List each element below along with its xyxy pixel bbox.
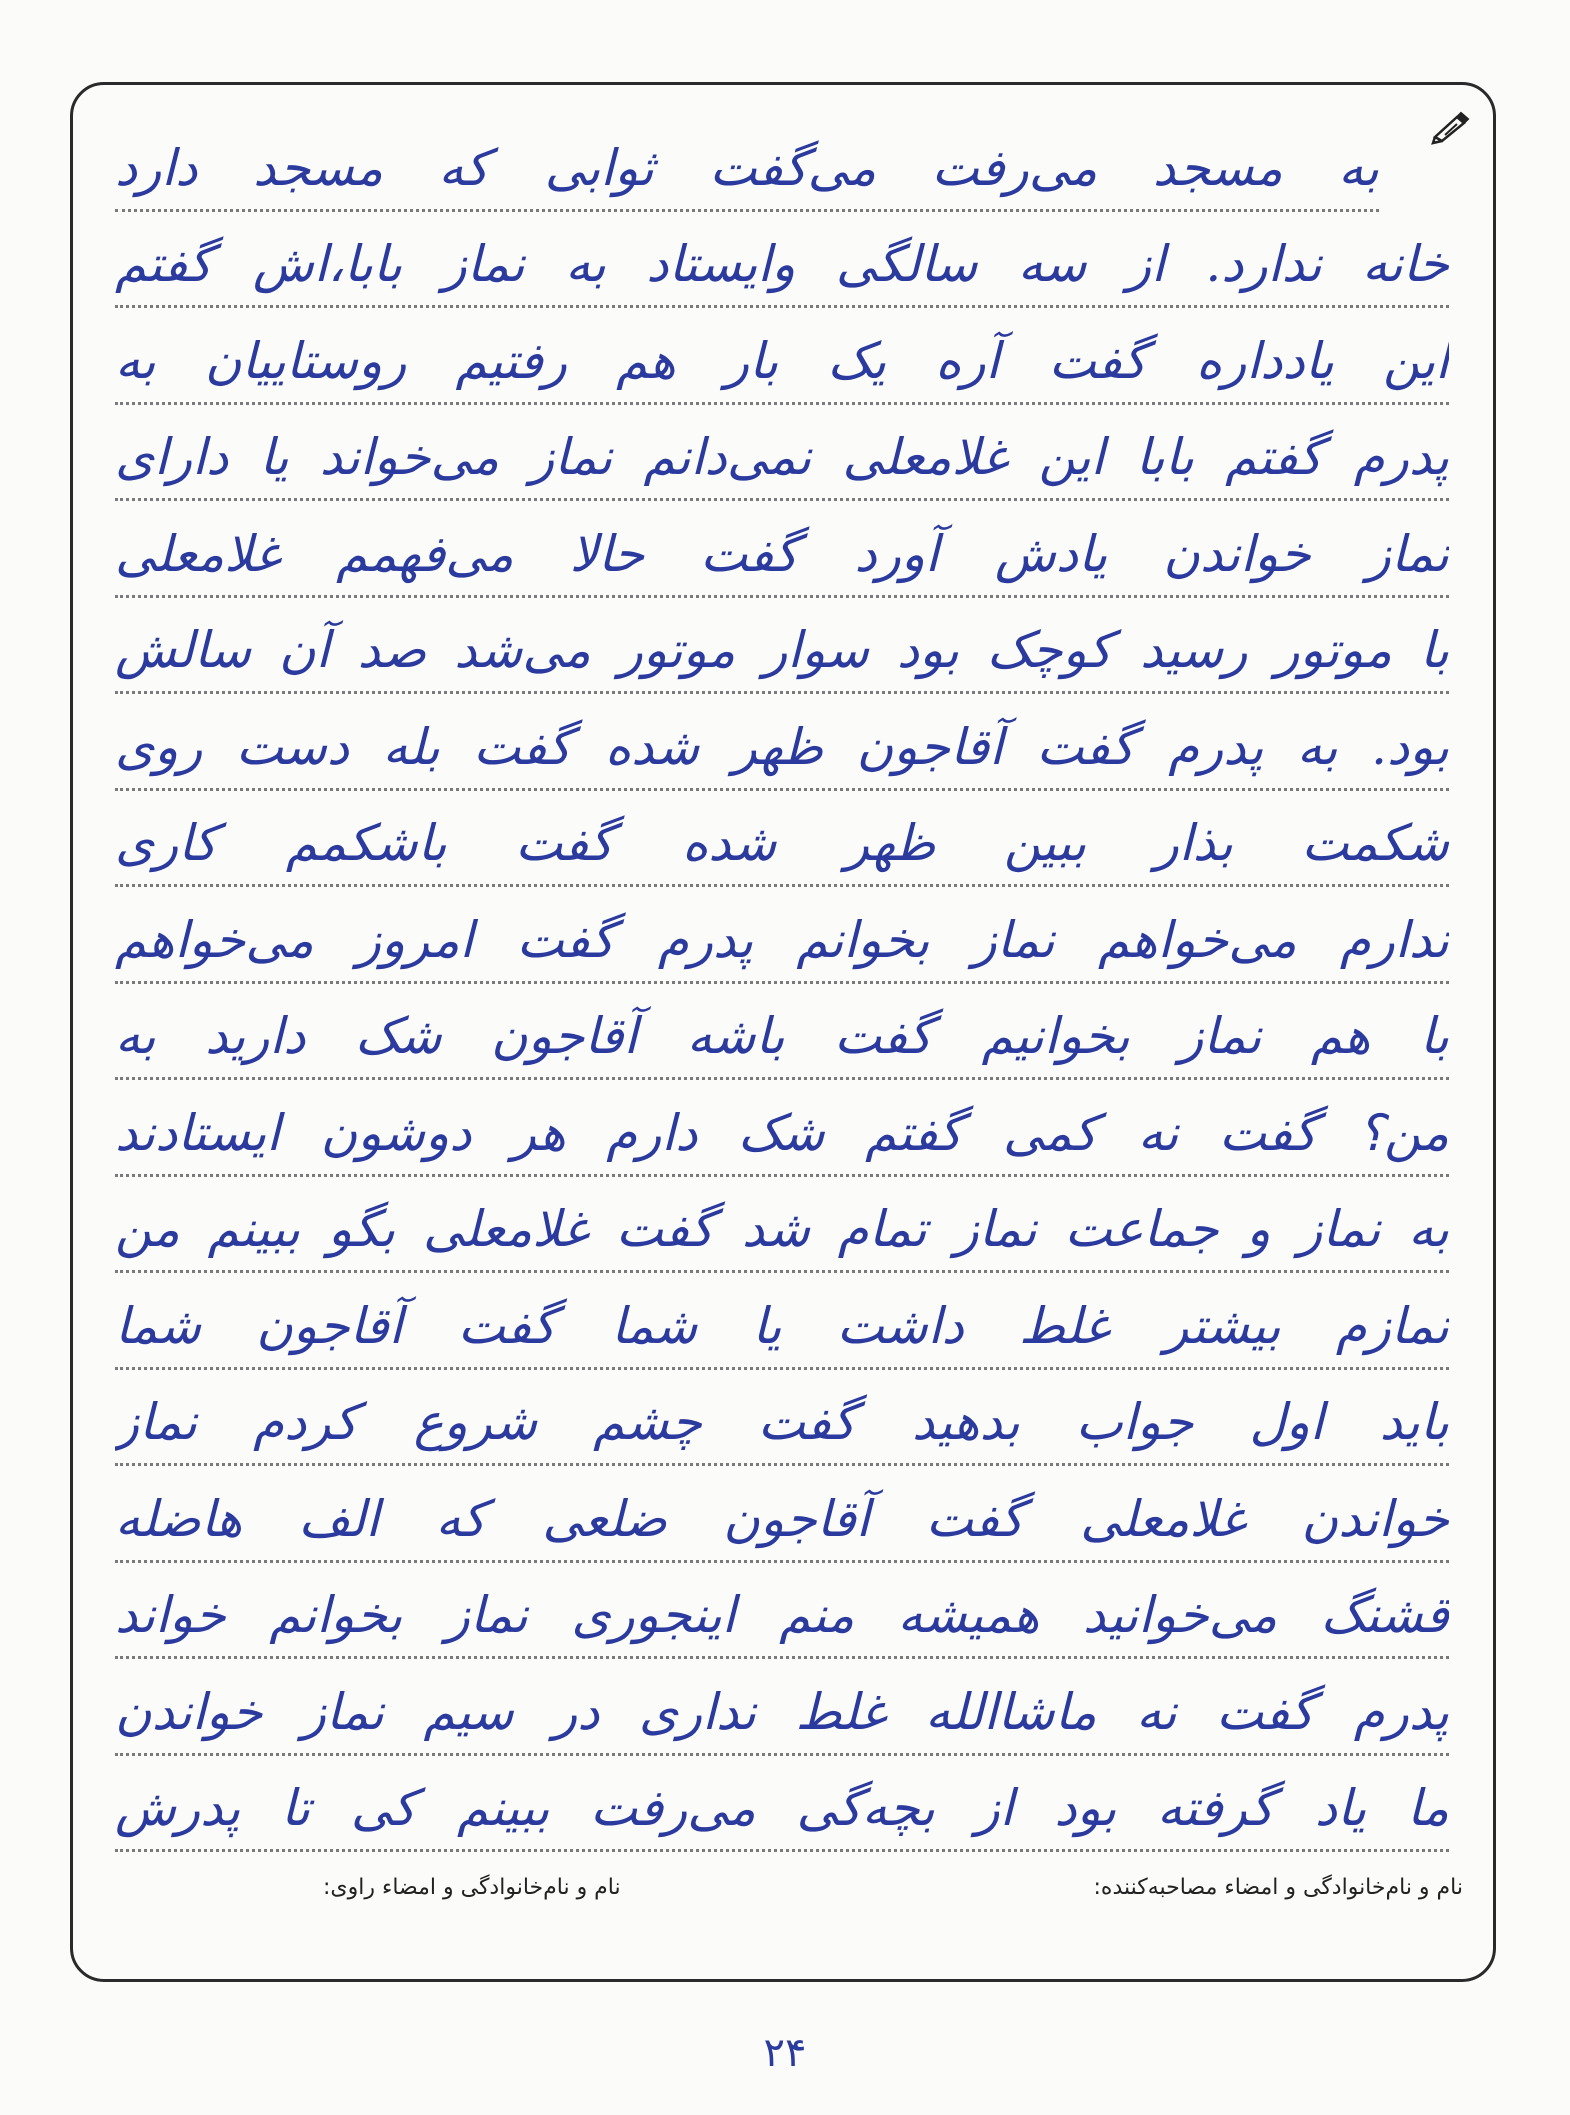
line-10 (115, 984, 1449, 1081)
line-5 (115, 501, 1449, 598)
line-text: نماز خواندن یادش آورد گفت حالا می‌فهمم غلامعلی (115, 524, 1449, 583)
line-13 (115, 1273, 1449, 1370)
line-17 (115, 1659, 1449, 1756)
page-number: ۲۴ (763, 2030, 807, 2076)
line-2 (115, 212, 1449, 309)
line-12 (115, 1177, 1449, 1274)
line-text: خواندن غلامعلی گفت آقاجون ضلعی که الف هاضله (115, 1489, 1449, 1548)
line-text: این یادداره گفت آره یک بار هم رفتیم روستاییان به (115, 331, 1449, 390)
narrator-signature-label: نام و نام‌خانوادگی و امضاء راوی: (323, 1875, 621, 1900)
line-text: قشنگ می‌خوانید همیشه منم اینجوری نماز بخوانم خواند (115, 1586, 1449, 1644)
line-16 (115, 1563, 1449, 1660)
line-text: به نماز و جماعت نماز تمام شد گفت غلامعلی بگو ببینم من (115, 1200, 1449, 1258)
line-9 (115, 887, 1449, 984)
line-text: با موتور رسید کوچک بود سوار موتور می‌شد صد آن سالش (115, 621, 1449, 679)
handwritten-lines (115, 115, 1449, 1855)
line-3 (115, 308, 1449, 405)
line-18 (115, 1756, 1449, 1853)
line-4 (115, 405, 1449, 502)
line-15 (115, 1466, 1449, 1563)
line-11 (115, 1080, 1449, 1177)
line-14 (115, 1370, 1449, 1467)
line-text: باید اول جواب بدهید گفت چشم شروع کردم نماز (115, 1393, 1449, 1451)
line-6 (115, 598, 1449, 695)
signature-row (323, 1875, 1463, 1915)
line-1 (115, 115, 1379, 212)
interviewer-signature-label: نام و نام‌خانوادگی و امضاء مصاحبه‌کننده: (1093, 1875, 1463, 1900)
line-text: بود. به پدرم گفت آقاجون ظهر شده گفت بله دست روی (115, 717, 1449, 776)
line-text: ما یاد گرفته بود از بچه‌گی می‌رفت ببینم کی تا پدرش (115, 1779, 1449, 1837)
line-text: پدرم گفت نه ماشاالله غلط نداری در سیم نماز خواندن (115, 1682, 1449, 1741)
line-text: به مسجد می‌رفت می‌گفت ثوابی که مسجد دارد (115, 138, 1379, 197)
line-text: شکمت بذار ببین ظهر شده گفت باشکمم کاری (115, 814, 1449, 872)
line-text: ندارم می‌خواهم نماز بخوانم پدرم گفت امروز می‌خواهم (115, 910, 1449, 969)
line-8 (115, 791, 1449, 888)
line-text: نمازم بیشتر غلط داشت یا شما گفت آقاجون شما (115, 1296, 1449, 1355)
line-text: خانه ندارد. از سه سالگی وایستاد به نماز بابا،اش گفتم (115, 235, 1449, 293)
line-7 (115, 694, 1449, 791)
line-text: پدرم گفتم بابا این غلامعلی نمی‌دانم نماز می‌خواند یا دارای (115, 428, 1449, 486)
line-text: با هم نماز بخوانیم گفت باشه آقاجون شک دارید به (115, 1007, 1449, 1065)
line-text: من؟ گفت نه کمی گفتم شک دارم هر دوشون ایستادند (115, 1103, 1449, 1162)
page-frame (70, 82, 1496, 1982)
